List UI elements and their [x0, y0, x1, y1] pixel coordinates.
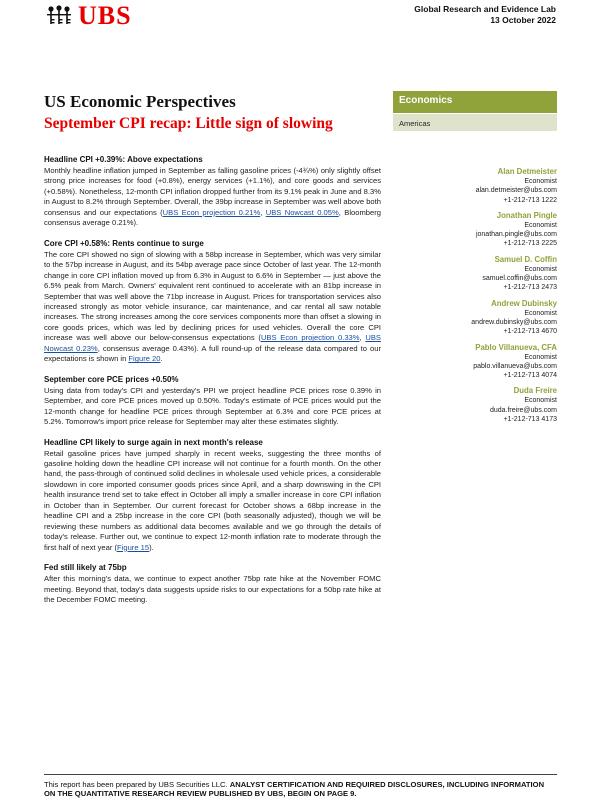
author-name: Jonathan Pingle [496, 210, 557, 220]
link-figure-15[interactable]: Figure 15 [117, 542, 150, 552]
author-role: Economist [524, 221, 557, 229]
author-email[interactable]: samuel.coffin@ubs.com [482, 275, 557, 283]
author-email[interactable]: duda.freire@ubs.com [489, 406, 557, 414]
disclosure-footer [44, 774, 557, 799]
author-role: Economist [524, 353, 557, 361]
author-email[interactable]: andrew.dubinsky@ubs.com [471, 318, 557, 326]
author-name: Duda Freire [513, 386, 557, 396]
author-role: Economist [524, 265, 557, 273]
author-email[interactable]: jonathan.pingle@ubs.com [475, 231, 557, 239]
main-content [44, 154, 381, 614]
author-card [393, 211, 557, 249]
sidebar [393, 91, 557, 131]
report-date: 13 October 2022 [490, 15, 556, 25]
author-phone: +1-212-713 4173 [503, 416, 557, 424]
link-econ-projection[interactable]: UBS Econ projection 0.21% [162, 207, 261, 217]
footer-disclosure: ANALYST CERTIFICATION AND REQUIRED DISCLOSURES, INCLUDING INFORMATION ON THE QUANTITATIVE RESEARCH REVIEW PUBLISHED BY UBS, BEGIN ON PAGE 9. [44, 780, 545, 799]
author-email[interactable]: alan.detmeister@ubs.com [475, 187, 557, 195]
author-card [393, 299, 557, 337]
ubs-logo[interactable] [44, 1, 132, 30]
author-role: Economist [524, 397, 557, 405]
page-subtitle: September CPI recap: Little sign of slowing [44, 115, 333, 132]
author-phone: +1-212-713 1222 [503, 196, 557, 204]
section-body: Monthly headline inflation jumped in September as falling gasoline prices (-4¾%) only slightly offset strong price increases for food (+0.8%), energy services (+1.1%), and core goods and services (+0.58%). Nonetheless, 12-month CPI inflation dropped further from its 9.1% peak in June and 8.3% in August to 8.2% through September. Overall, the 39bp increase in September was well above both consensus and our expectations (UBS Econ projection 0.21%, UBS Nowcast 0.05%, Bloomberg consensus average 0.21%). [44, 166, 381, 228]
sidebar-region: Americas [393, 114, 557, 131]
author-name: Samuel D. Coffin [494, 254, 557, 264]
author-name: Alan Detmeister [497, 167, 557, 176]
author-phone: +1-212-713 2225 [503, 240, 557, 248]
author-phone: +1-212-713 4074 [503, 372, 557, 380]
author-email[interactable]: pablo.villanueva@ubs.com [473, 362, 557, 370]
section-body: Retail gasoline prices have jumped sharply in recent weeks, suggesting the three months of gasoline holding down the headline CPI increase will not continue for a fourth month. On the other hand, the pass-through of continued solid declines in wholesale used vehicle prices, a considerable slowdown in core imported consumer goods prices since April, and a sharp downswing in the CPI health insurance trend set to take effect in October all imply a smaller increase in core CPI inflation in October than in September. Our current forecast for October shows a 68bp increase in the headline CPI and a 25bp increase in the core CPI (both seasonally adjusted), though we will be reviewing these numbers as additional data becomes available and we go through the details of today's release. Further out, we continue to expect 12-month inflation rate to moderate through the first half of next year (Figure 15). [44, 448, 381, 552]
section-heading: Core CPI +0.58%: Rents continue to surge [44, 238, 204, 248]
section-heading: Headline CPI +0.39%: Above expectations [44, 155, 203, 164]
report-series: Global Research and Evidence Lab [414, 4, 556, 14]
link-econ-projection[interactable]: UBS Econ projection 0.33% [260, 333, 360, 343]
author-list [393, 167, 557, 430]
sidebar-heading: Economics [393, 91, 557, 113]
page-title: US Economic Perspectives [44, 92, 236, 111]
author-name: Pablo Villanueva, CFA [475, 342, 557, 352]
link-nowcast[interactable]: UBS Nowcast 0.05% [265, 207, 339, 217]
section-body: After this morning's data, we continue to expect another 75bp rate hike at the November FOMC meeting. Beyond that, today's data suggests upside risks to our expectations for a 50bp rate hike at the December FOMC meeting. [44, 574, 381, 604]
author-phone: +1-212-713 2473 [503, 284, 557, 292]
ubs-keys-icon [44, 4, 74, 28]
author-role: Economist [524, 178, 557, 185]
logo-text: UBS [78, 1, 132, 30]
author-card [393, 167, 557, 205]
link-nowcast[interactable]: UBS Nowcast 0.23% [44, 333, 381, 353]
author-card [393, 343, 557, 381]
report-header [414, 4, 556, 26]
section-heading: Fed still likely at 75bp [44, 563, 127, 573]
section-heading: September core PCE prices +0.50% [44, 374, 179, 384]
author-card [393, 255, 557, 293]
link-figure-20[interactable]: Figure 20 [128, 354, 161, 364]
author-name: Andrew Dubinsky [491, 298, 557, 308]
section-body: The core CPI showed no sign of slowing with a 58bp increase in September, which was very similar to the 57bp increase in August, and its 54bp average pace since October of last year. The 12-month change in core CPI inflation moved up from 6.3% in August to 6.6% in September — just above the 6.5% peak from March. Owners' equivalent rent continued to accelerate with an 81bp increase in September that was well above the 71bp increase in August. Prices for transportation services also increased strongly as motor vehicle insurance, car maintenance, and car rental all saw notable increases. The strong increases among the core services components more than offset a slowing in core goods prices, which was led by declining prices for used vehicles. Overall the core CPI increase was well above our below-consensus expectations (UBS Econ projection 0.33%, UBS Nowcast 0.23%, consensus average 0.43%). A full round-up of the release data compared to our expectations is shown in Figure 20. [44, 249, 382, 364]
author-role: Economist [524, 309, 557, 317]
section-heading: Headline CPI likely to surge again in next month's release [44, 437, 263, 447]
author-card [393, 386, 557, 424]
section-body: Using data from today's CPI and yesterday's PPI we project headline PCE prices rose 0.39% in September, and core PCE prices moved up 0.50%. Today's estimate of PCE prices would put the 12-month change for headline PCE prices through September at 6.3% and core PCE prices at 5.2%. Tomorrow's import price release for September may alter these estimates slightly. [44, 385, 381, 427]
footer-prepared-by: This report has been prepared by UBS Securities LLC. [44, 780, 228, 789]
author-phone: +1-212-713 4670 [503, 328, 557, 336]
